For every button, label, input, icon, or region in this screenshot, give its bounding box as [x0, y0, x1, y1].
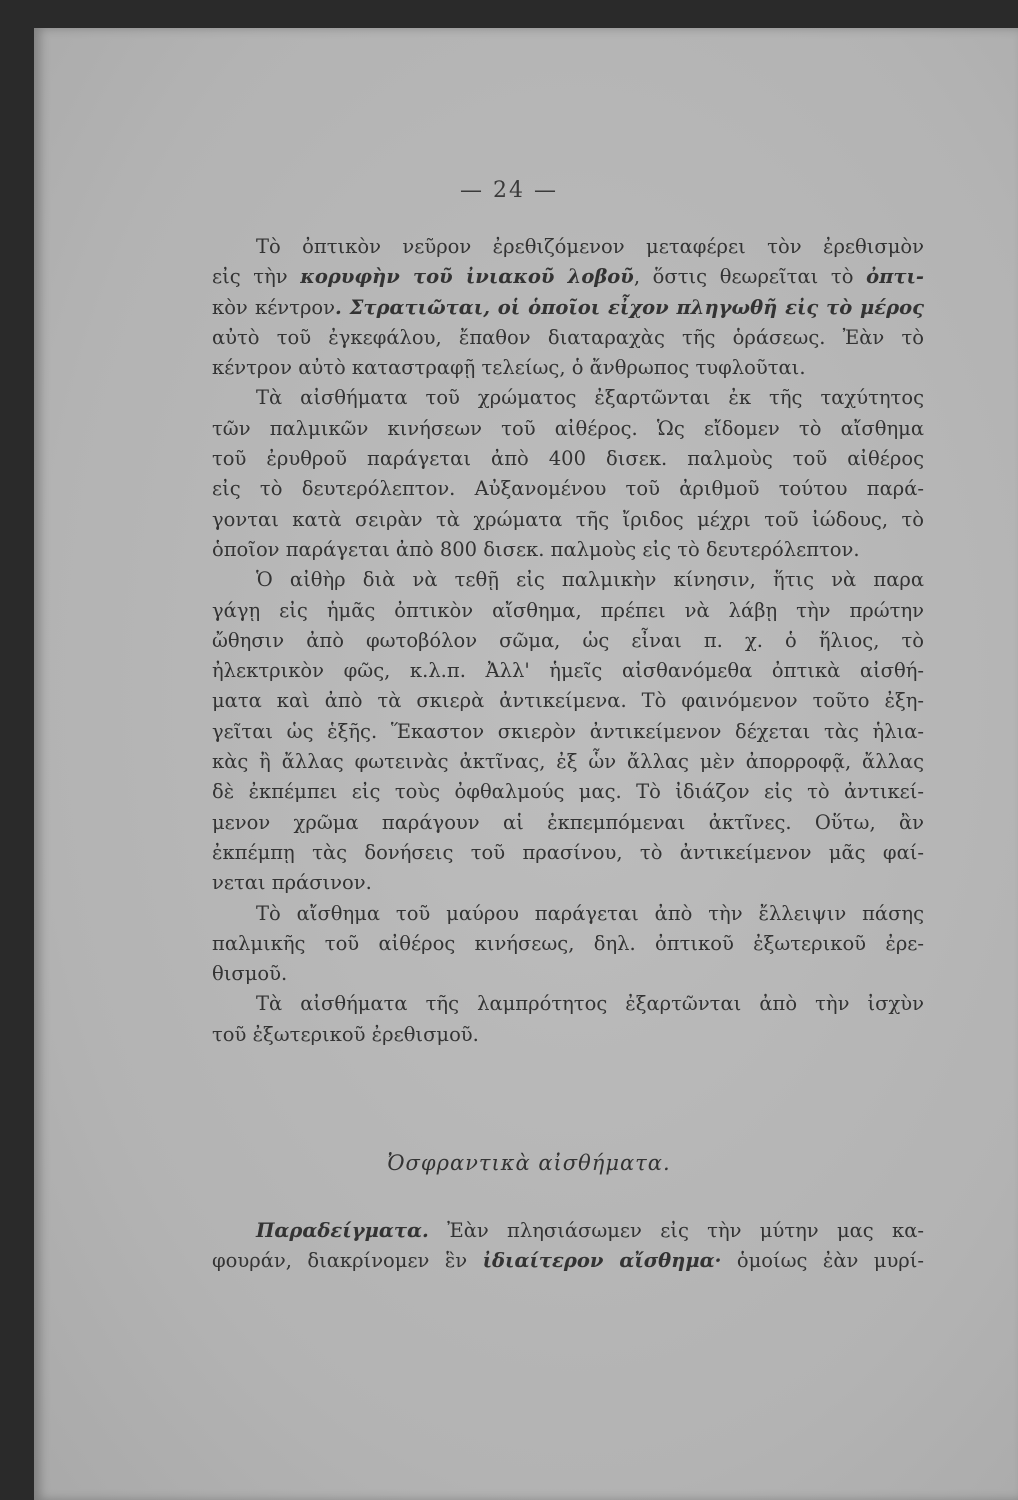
plain-text: κέντρον αὐτὸ καταστραφῇ τελείως, ὁ ἄνθρωπος τυφλοῦται.: [212, 356, 806, 380]
text-line: [212, 293, 924, 323]
plain-text: Ἐὰν πλησιάσωμεν εἰς τὴν μύτην μας κα-: [428, 1219, 924, 1242]
text-line: [212, 717, 924, 747]
text-line: [212, 1246, 924, 1276]
final-paragraph: [212, 1216, 924, 1277]
text-line: [212, 353, 924, 383]
text-line: [212, 747, 924, 777]
text-line: [212, 929, 924, 959]
plain-text: ματα καὶ ἀπὸ τὰ σκιερὰ ἀντικείμενα. Τὸ φαινόμενον τοῦτο ἐξη-: [212, 689, 924, 713]
plain-text: ἐκπέμπῃ τὰς δονήσεις τοῦ πρασίνου, τὸ ἀντικείμενον μᾶς φαί-: [212, 840, 924, 864]
text-line: [212, 232, 924, 262]
text-line: [212, 656, 924, 686]
text-line: [212, 686, 924, 716]
text-line: [212, 1216, 924, 1246]
plain-text: Τὰ αἰσθήματα τῆς λαμπρότητος ἐξαρτῶνται ἀπὸ τὴν ἰσχὺν: [256, 992, 924, 1016]
plain-text: Τὰ αἰσθήματα τοῦ χρώματος ἐξαρτῶνται ἐκ τῆς ταχύτητος: [256, 386, 924, 410]
text-line: [212, 444, 924, 474]
text-line: [212, 383, 924, 413]
text-line: [212, 868, 924, 898]
plain-text: μενον χρῶμα παράγουν αἱ ἐκπεμπόμεναι ἀκτῖνες. Οὕτω, ἂν: [212, 810, 924, 834]
emphasis-text: ὀπτι-: [866, 265, 925, 289]
plain-text: γεῖται ὡς ἑξῆς. Ἕκαστον σκιερὸν ἀντικείμενον δέχεται τὰς ἡλια-: [212, 719, 924, 743]
plain-text: Ὁ αἰθὴρ διὰ νὰ τεθῇ εἰς παλμικὴν κίνησιν, ἥτις νὰ παρα: [256, 568, 924, 592]
text-line: [212, 414, 924, 444]
plain-text: γάγῃ εἰς ἡμᾶς ὀπτικὸν αἴσθημα, πρέπει νὰ λάβῃ τὴν πρώτην: [212, 598, 924, 622]
plain-text: ὤθησιν ἀπὸ φωτοβόλον σῶμα, ὡς εἶναι π. χ. ὁ ἥλιος, τὸ: [212, 628, 924, 652]
plain-text: , ὅστις θεωρεῖται τὸ: [633, 265, 867, 289]
text-line: [212, 474, 924, 504]
text-line: [212, 323, 924, 353]
plain-text: ὁποῖον παράγεται ἀπὸ 800 δισεκ. παλμοὺς εἰς τὸ δευτερόλεπτον.: [212, 537, 860, 561]
text-line: [212, 838, 924, 868]
emphasis-text: κορυφὴν τοῦ ἰνιακοῦ λοβοῦ: [300, 265, 634, 289]
plain-text: εἰς τὸ δευτερόλεπτον. Αὐξανομένου τοῦ ἀριθμοῦ τούτου παρά-: [212, 477, 924, 501]
plain-text: Τὸ ὀπτικὸν νεῦρον ἐρεθιζόμενον μεταφέρει τὸν ἐρεθισμὸν: [256, 235, 924, 258]
text-line: [212, 626, 924, 656]
text-line: [212, 596, 924, 626]
text-line: [212, 1020, 924, 1050]
plain-text: εἰς τὴν: [212, 265, 301, 289]
text-line: [212, 777, 924, 807]
text-line: [212, 989, 924, 1019]
text-line: [212, 808, 924, 838]
plain-text: ἠλεκτρικὸν φῶς, κ.λ.π. Ἀλλ' ἡμεῖς αἰσθανόμεθα ὀπτικὰ αἰσθή-: [212, 659, 924, 683]
text-line: [212, 565, 924, 595]
page-number: — 24 —: [460, 178, 558, 203]
text-line: [212, 535, 924, 565]
text-line: [212, 959, 924, 989]
emphasis-text: Παραδείγματα.: [256, 1219, 429, 1242]
plain-text: τοῦ ἐξωτερικοῦ ἐρεθισμοῦ.: [212, 1022, 479, 1046]
plain-text: γονται κατὰ σειρὰν τὰ χρώματα τῆς ἴριδος μέχρι τοῦ ἰώδους, τὸ: [212, 507, 924, 531]
emphasis-text: . Στρατιῶται, οἱ ὁποῖοι εἶχον πληγωθῆ εἰς τὸ μέρος: [335, 295, 924, 319]
plain-text: τῶν παλμικῶν κινήσεων τοῦ αἰθέρος. Ὡς εἴδομεν τὸ αἴσθημα: [212, 416, 924, 440]
plain-text: Τὸ αἴσθημα τοῦ μαύρου παράγεται ἀπὸ τὴν ἔλλειψιν πάσης: [256, 901, 924, 925]
plain-text: θισμοῦ.: [212, 962, 288, 986]
plain-text: αὐτὸ τοῦ ἐγκεφάλου, ἔπαθον διαταραχὰς τῆς ὁράσεως. Ἐὰν τὸ: [212, 325, 924, 349]
plain-text: κὰς ἢ ἄλλας φωτεινὰς ἀκτῖνας, ἐξ ὧν ἄλλας μὲν ἀπορροφᾷ, ἄλλας: [212, 750, 924, 774]
text-line: [212, 262, 924, 292]
plain-text: νεται πράσινον.: [212, 871, 372, 895]
plain-text: τοῦ ἐρυθροῦ παράγεται ἀπὸ 400 δισεκ. παλμοὺς τοῦ αἰθέρος: [212, 447, 924, 471]
plain-text: φουράν, διακρίνομεν ἓν: [212, 1249, 483, 1273]
text-line: [212, 899, 924, 929]
plain-text: δὲ ἐκπέμπει εἰς τοὺς ὀφθαλμούς μας. Τὸ ἰδιάζον εἰς τὸ ἀντικεί-: [212, 780, 924, 804]
emphasis-text: ἰδιαίτερον αἴσθημα·: [482, 1249, 722, 1273]
plain-text: κὸν κέντρον: [212, 295, 336, 319]
body-text: [212, 232, 924, 1050]
text-line: [212, 505, 924, 535]
plain-text: ὁμοίως ἐὰν μυρί-: [721, 1249, 924, 1273]
plain-text: παλμικῆς τοῦ αἰθέρος κινήσεως, δηλ. ὀπτικοῦ ἐξωτερικοῦ ἐρε-: [212, 931, 924, 955]
section-heading: Ὀσφραντικὰ αἰσθήματα.: [387, 1151, 671, 1175]
